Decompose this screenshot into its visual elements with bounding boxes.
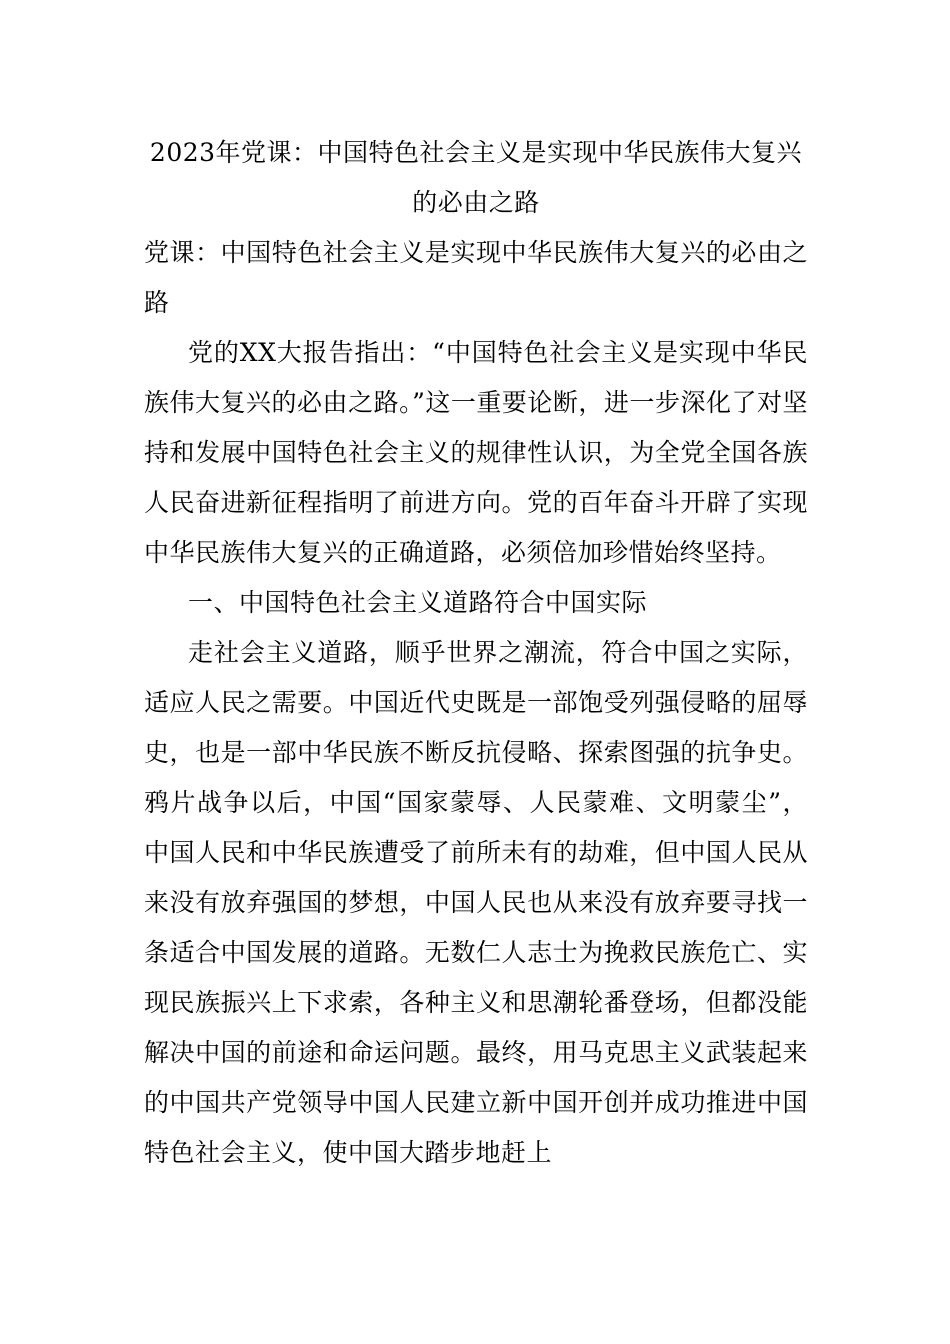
paragraph-intro: 党的XX大报告指出：“中国特色社会主义是实现中华民族伟大复兴的必由之路。”这一重要论断，进一步深化了对坚持和发展中国特色社会主义的规律性认识，为全党全国各族人民奋进新征程指明了前进方向。党的百年奋斗开辟了实现中华民族伟大复兴的正确道路，必须倍加珍惜始终坚持。	[144, 338, 808, 567]
document-subtitle: 党课：中国特色社会主义是实现中华民族伟大复兴的必由之路	[144, 238, 808, 317]
section-heading-1: 一、中国特色社会主义道路符合中国实际	[188, 588, 648, 617]
document-title: 2023年党课：中国特色社会主义是实现中华民族伟大复兴的必由之路	[149, 138, 803, 217]
paragraph-section-1: 走社会主义道路，顺乎世界之潮流，符合中国之实际，适应人民之需要。中国近代史既是一部饱受列强侵略的屈辱史，也是一部中华民族不断反抗侵略、探索图强的抗争史。鸦片战争以后，中国“国家蒙辱、人民蒙难、文明蒙尘”，中国人民和中华民族遭受了前所未有的劫难，但中国人民从来没有放弃强国的梦想，中国人民也从来没有放弃要寻找一条适合中国发展的道路。无数仁人志士为挽救民族危亡、实现民族振兴上下求索，各种主义和思潮轮番登场，但都没能解决中国的前途和命运问题。最终，用马克思主义武装起来的中国共产党领导中国人民建立新中国开创并成功推进中国特色社会主义，使中国大踏步地赶上	[144, 638, 808, 1167]
document-page	[144, 128, 808, 1178]
